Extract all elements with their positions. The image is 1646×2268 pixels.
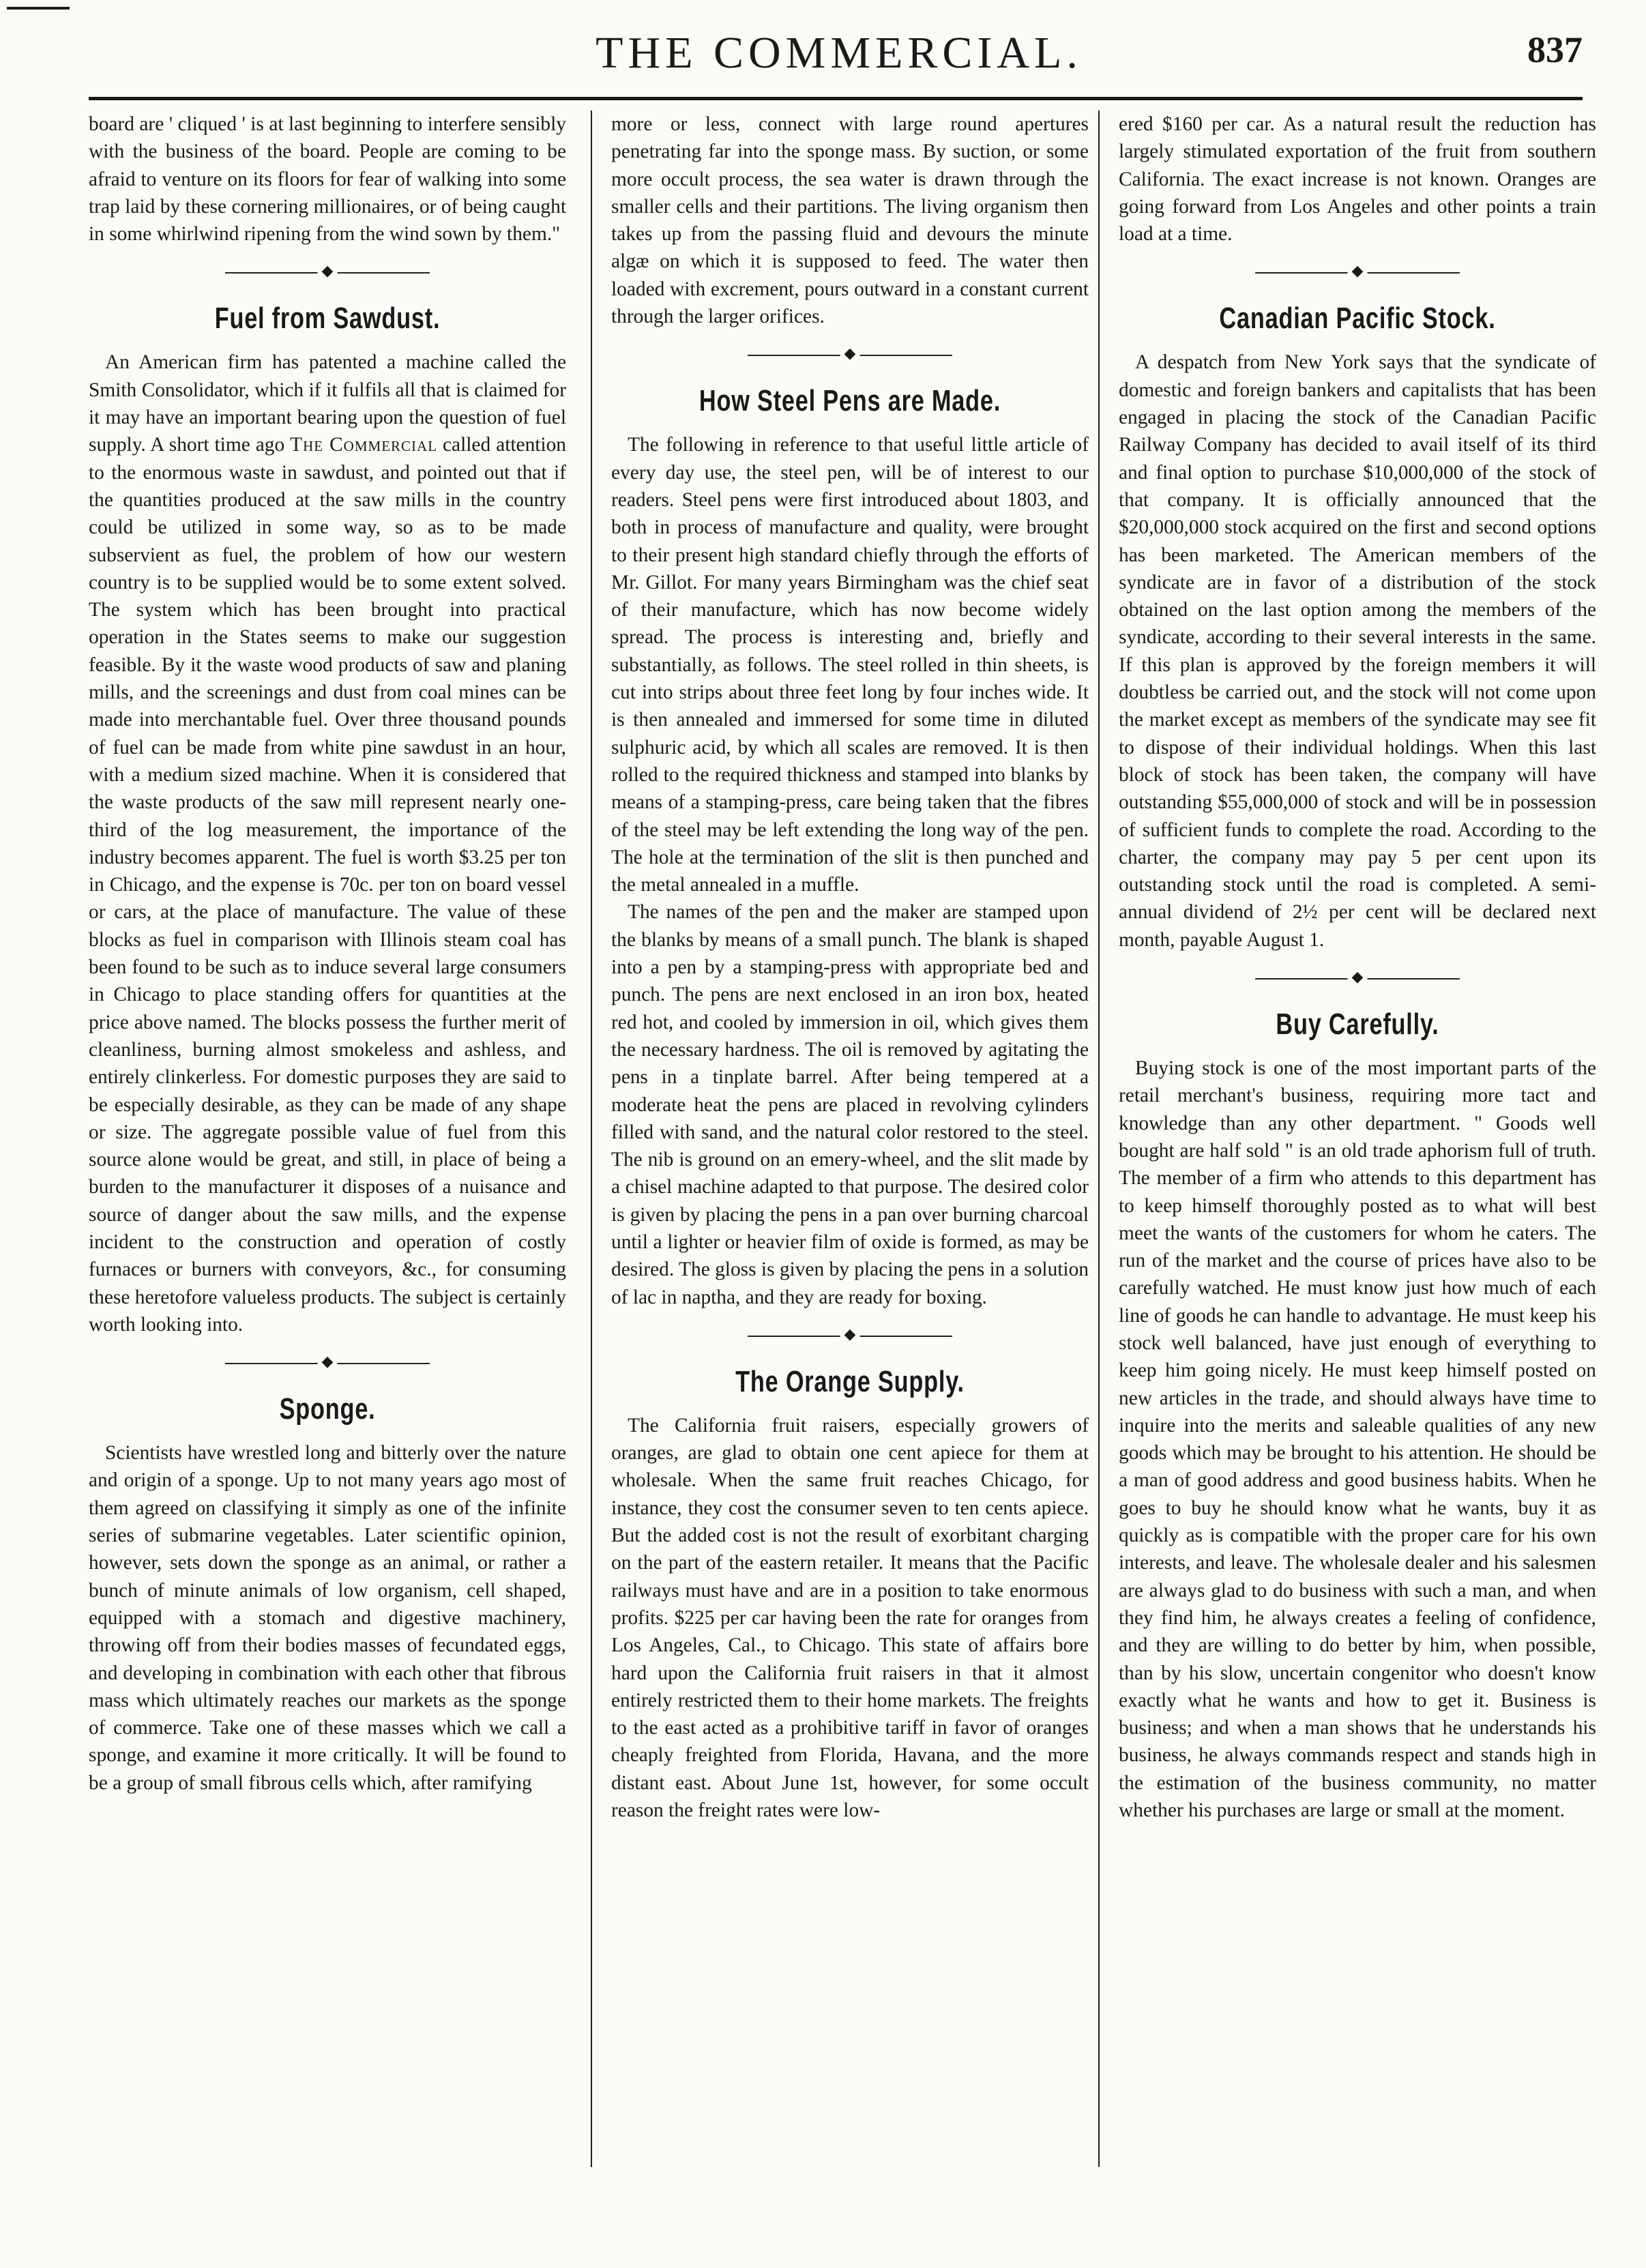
paragraph-text: called attention to the enormous waste in sawdust, and pointed out that if the quantities produced at the saw mills in the country could be utilized in some way, so as to be made subservient as fuel, the problem of how our western country is to be supplied would be to some extent solved. The system which has been brought into practical operation in the States seems to make our suggestion feasible. By it the waste wood products of saw and planing mills, and the screenings and dust from coal mines can be made into merchantable fuel. Over three thousand pounds of fuel can be made from white pine sawdust in an hour, with a medium sized machine. When it is considered that the waste products of the saw mill represent nearly one-third of the log measurement, the importance of the industry becomes apparent. The fuel is worth $3.25 per ton in Chicago, and the expense is 70c. per ton on board vessel or cars, at the place of manufacture. The value of these blocks as fuel in comparison with Illinois steam coal has been found to be such as to induce several large consumers in Chicago to place standing offers for quantities at the price above named. The blocks possess the further merit of cleanliness, burning almost smokeless and ashless, and entirely clinkerless. For domestic purposes they are said to be especially desirable, as they can be made of any shape or size. The aggregate possible value of fuel from this source alone would be great, and still, in place of being a burden to the manufacturer it disposes of a nuisance and source of danger about the saw mills, and the expense incident to the construction and operation of costly furnaces or burners with conveyors, &c., for consuming these heretofore valueless products. The subject is certainly worth looking into. (89, 434, 566, 1336)
article-paragraph (89, 349, 566, 1338)
article-paragraph: The following in reference to that useful little article of every day use, the steel pen, will be of interest to our readers. Steel pens were first introduced about 1803, and both in process of manufacture and quality, were brought to their present high standard chiefly through the efforts of Mr. Gillot. For many years Birmingham was the chief seat of their manufacture, which has now become widely spread. The process is interesting and, briefly and substantially, as follows. The steel rolled in thin sheets, is cut into strips about three feet long by four inches wide. It is then annealed and immersed for some time in diluted sulphuric acid, by which all scales are removed. It is then rolled to the required thickness and stamped into blanks by means of a stamping-press, care being taken that the fibres of the steel may be left extending the long way of the pen. The hole at the termination of the slit is then punched and the metal annealed in a muffle. (611, 434, 1089, 896)
section-separator (89, 1338, 566, 1389)
page-number: 837 (1527, 29, 1583, 70)
section-separator (611, 330, 1089, 381)
header-rule (89, 97, 1583, 100)
article-headline: How Steel Pens are Made. (699, 384, 1001, 418)
article-headline: Buy Carefully. (1276, 1007, 1439, 1042)
section-separator (611, 1311, 1089, 1361)
article-paragraph: The names of the pen and the maker are stamped upon the blanks by means of a small punch. The blank is shaped into a pen by a stamping-press with appropriate bed and punch. The pens are next enclosed in an iron box, heated red hot, and cooled by immersion in oil, which gives them the necessary hardness. The oil is removed by agitating the pens in a tinplate barrel. After being tempered at a moderate heat the pens are placed in revolving cylinders filled with sand, and the natural color restored to the steel. The nib is ground on an emery-wheel, and the slit made by a chisel machine adapted to that purpose. The desired color is given by placing the pens in a pan over burning charcoal until a lighter or heavier film of oxide is formed, as may be desired. The gloss is given by placing the pens in a solution of lac in naptha, and they are ready for boxing. (611, 901, 1089, 1308)
article-headline: Fuel from Sawdust. (214, 301, 441, 336)
page-header (95, 27, 1583, 95)
article-paragraph: Buying stock is one of the most important parts of the retail merchant's business, requiring more tact and knowledge than any other department. " Goods well bought are half sold " is an old trade aphorism full of truth. The member of a firm who attends to this department has to keep himself thoroughly posted as to what will best meet the wants of the customers for whom he caters. The run of the market and the course of prices have also to be carefully watched. He must know just how much of each line of goods he can handle to advantage. He must keep his stock well balanced, have just enough of everything to keep him going nicely. He must keep himself posted on new articles in the trade, and should always have time to inquire into the merits and saleable qualities of any new goods which may be brought to his attention. He should be a man of good address and good business habits. When he goes to buy he should know what he wants, buy it as quickly as is compatible with the proper care for his own interests, and leave. The wholesale dealer and his salesmen are always glad to do business with such a man, and when they find him, he always creates a feeling of confidence, and they are willing to do better by him, when possible, than by his slow, uncertain congenitor who doesn't know exactly what he wants and how to get it. Business is business; and when a man shows that he understands his business, he always commands respect and stands high in the estimation of the business community, no matter whether his purchases are large or small at the moment. (1119, 1057, 1596, 1822)
column-divider (591, 111, 592, 2167)
article-continuation: more or less, connect with large round apertures penetrating far into the sponge mass. By suction, or some more occult process, the sea water is drawn through the smaller cells and their partitions. The living organism then takes up from the passing fluid and devours the minute algæ on which it is supposed to feed. The water then loaded with excrement, pours outward in a constant current through the larger orifices. (611, 113, 1089, 328)
section-separator (1119, 954, 1596, 1004)
article-paragraph: The California fruit raisers, especially growers of oranges, are glad to obtain one cent apiece for them at wholesale. When the same fruit reaches Chicago, for instance, they cost the consumer seven to ten cents apiece. But the added cost is not the result of exorbitant charging on the part of the eastern retailer. It means that the Pacific railways must have and are in a position to take enormous profits. $225 per car having been the rate for oranges from Los Angeles, Cal., to Chicago. This state of affairs bore hard upon the California fruit raisers in that it almost entirely restricted them to their home markets. The freights to the east acted as a prohibitive tariff in favor of oranges cheaply freighted from Florida, Havana, and the more distant east. About June 1st, however, for some occult reason the freight rates were low- (611, 1414, 1089, 1822)
masthead: THE COMMERCIAL. (596, 28, 1083, 78)
section-separator (1119, 248, 1596, 298)
column-2 (611, 111, 1089, 1824)
corner-dash (7, 7, 70, 10)
article-headline: Sponge. (279, 1392, 376, 1426)
column-divider (1098, 111, 1100, 2167)
article-headline: Canadian Pacific Stock. (1219, 301, 1496, 336)
article-paragraph: A despatch from New York says that the syndicate of domestic and foreign bankers and capitalists that has been engaged in placing the stock of the Canadian Pacific Railway Company has decided to avail itself of its third and final option to purchase $10,000,000 of the stock of that company. It is officially announced that the $20,000,000 stock acquired on the first and second options has been marketed. The American members of the syndicate are in favor of a distribution of the stock obtained on the last option among the members of the syndicate, according to their several interests in the same. If this plan is approved by the foreign members it will doubtless be carried out, and the stock will not come upon the market except as members of the syndicate may see fit to dispose of their individual holdings. When this last block of stock has been taken, the company will have outstanding $55,000,000 of stock and will be in possession of sufficient funds to complete the road. According to the charter, the company may pay 5 per cent upon its outstanding stock until the road is completed. A semi-annual dividend of 2½ per cent will be declared next month, payable August 1. (1119, 351, 1596, 951)
article-headline: The Orange Supply. (735, 1364, 965, 1398)
article-paragraph: Scientists have wrestled long and bitterly over the nature and origin of a sponge. Up to not many years ago most of them agreed on classifying it simply as one of the infinite series of submarine vegetables. Later scientific opinion, however, sets down the sponge as an animal, or rather a bunch of minute animals of low organism, cell shaped, equipped with a stomach and digestive machinery, throwing off from their bodies masses of fecundated eggs, and developing in combination with each other that fibrous mass which ultimately reaches our markets as the sponge of commerce. Take one of these masses which we call a sponge, and examine it more critically. It will be found to be a group of small fibrous cells which, after ramifying (89, 1442, 566, 1794)
article-continuation: ered $160 per car. As a natural result the reduction has largely stimulated exportation of the fruit from southern California. The exact increase is not known. Oranges are going forward from Los Angeles and other points a train load at a time. (1119, 113, 1596, 246)
column-1 (89, 111, 566, 1797)
column-3 (1119, 111, 1596, 1824)
publication-name: The Commercial (290, 434, 438, 456)
paragraph-text: An American firm has patented a machine called the Smith Consolidator, which if it fulfils all that is claimed for it may have an important bearing upon the question of fuel supply. A short time ago (89, 351, 566, 456)
section-separator (89, 248, 566, 298)
article-continuation: board are ' cliqued ' is at last beginning to interfere sensibly with the business of the board. People are coming to be afraid to venture on its floors for fear of walking into some trap laid by these cornering millionaires, or of being caught in some whirlwind ripening from the wind sown by them." (89, 113, 566, 246)
